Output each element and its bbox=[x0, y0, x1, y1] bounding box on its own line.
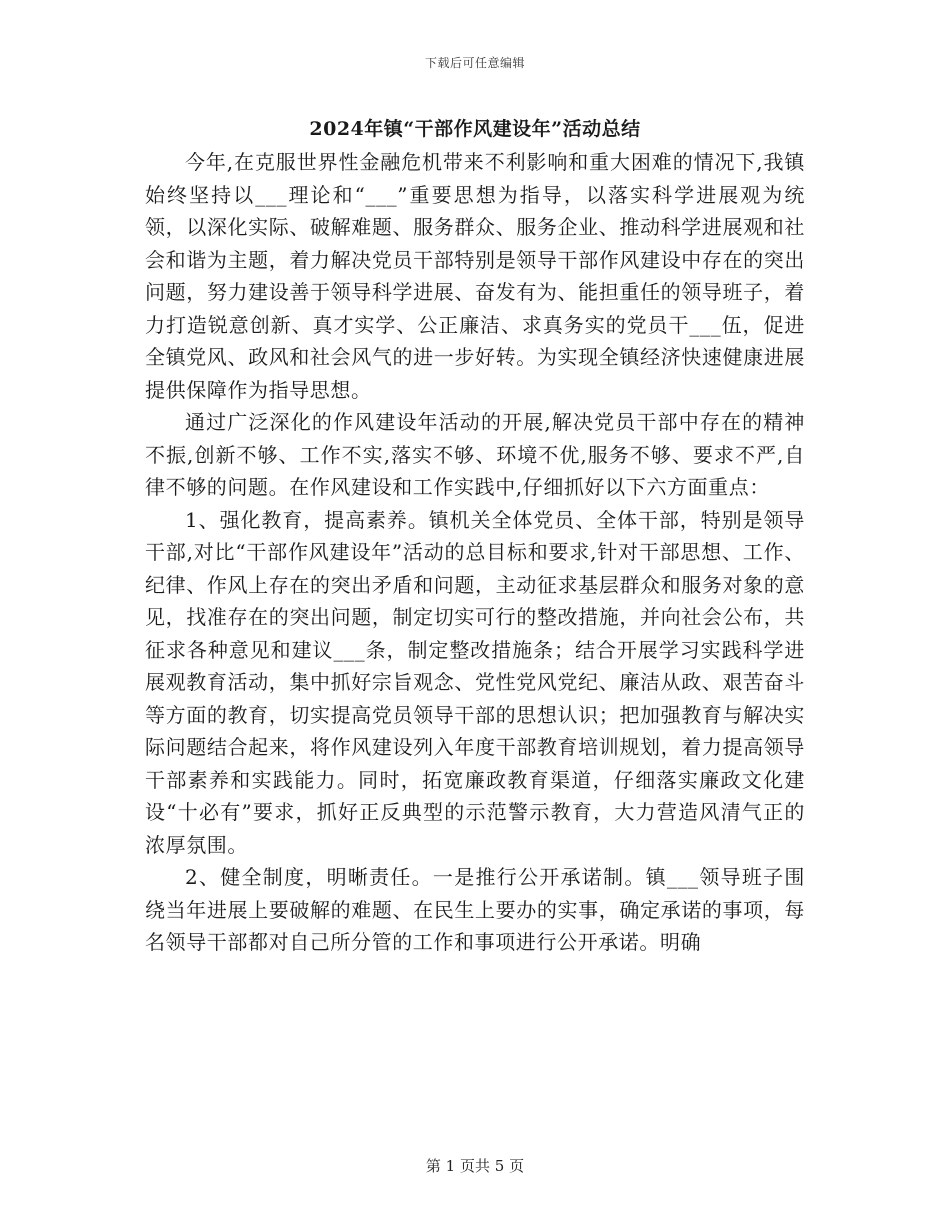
document-body bbox=[145, 146, 805, 959]
header-note: 下载后可任意编辑 bbox=[424, 56, 525, 70]
paragraph-guiding-thought: 今年,在克服世界性金融危机带来不利影响和重大困难的情况下,我镇始终坚持以___理论和“___”重要思想为指导，以落实科学进展观为统领，以深化实际、破解难题、服务群众、服务企业、推动科学进展观和社会和谐为主题，着力解决党员干部特别是领导干部作风建设中存在的突出问题，努力建设善于领导科学进展、奋发有为、能担重任的领导班子，着力打造锐意创新、真才实学、公正廉洁、求真务实的党员干___伍，促进全镇党风、政风和社会风气的进一步好转。为实现全镇经济快速健康进展提供保障作为指导思想。 bbox=[145, 150, 805, 402]
document-title: 2024年镇“干部作风建设年”活动总结 bbox=[309, 118, 641, 140]
page-number: 第 1 页共 5 页 bbox=[425, 1157, 525, 1175]
paragraph-activity-goals: 通过广泛深化的作风建设年活动的开展,解决党员干部中存在的精神不振,创新不够、工作不实,落实不够、环境不优,服务不够、要求不严,自律不够的问题。在作风建设和工作实践中,仔细抓好以下六方面重点： bbox=[145, 410, 805, 499]
paragraph-education: 1、强化教育，提高素养。镇机关全体党员、全体干部，特别是领导干部,对比“干部作风建设年”活动的总目标和要求,针对干部思想、工作、纪律、作风上存在的突出矛盾和问题，主动征求基层群众和服务对象的意见，找准存在的突出问题，制定切实可行的整改措施，并向社会公布，共征求各种意见和建议___条，制定整改措施条；结合开展学习实践科学进展观教育活动，集中抓好宗旨观念、党性党风党纪、廉洁从政、艰苦奋斗等方面的教育，切实提高党员领导干部的思想认识；把加强教育与解决实际问题结合起来，将作风建设列入年度干部教育培训规划，着力提高领导干部素养和实践能力。同时，拓宽廉政教育渠道，仔细落实廉政文化建设“十必有”要求，抓好正反典型的示范警示教育，大力营造风清气正的浓厚氛围。 bbox=[145, 507, 805, 857]
paragraph-system: 2、健全制度，明晰责任。一是推行公开承诺制。镇___领导班子围绕当年进展上要破解的难题、在民生上要办的实事，确定承诺的事项，每名领导干部都对自己所分管的工作和事项进行公开承诺。明确 bbox=[145, 865, 805, 954]
